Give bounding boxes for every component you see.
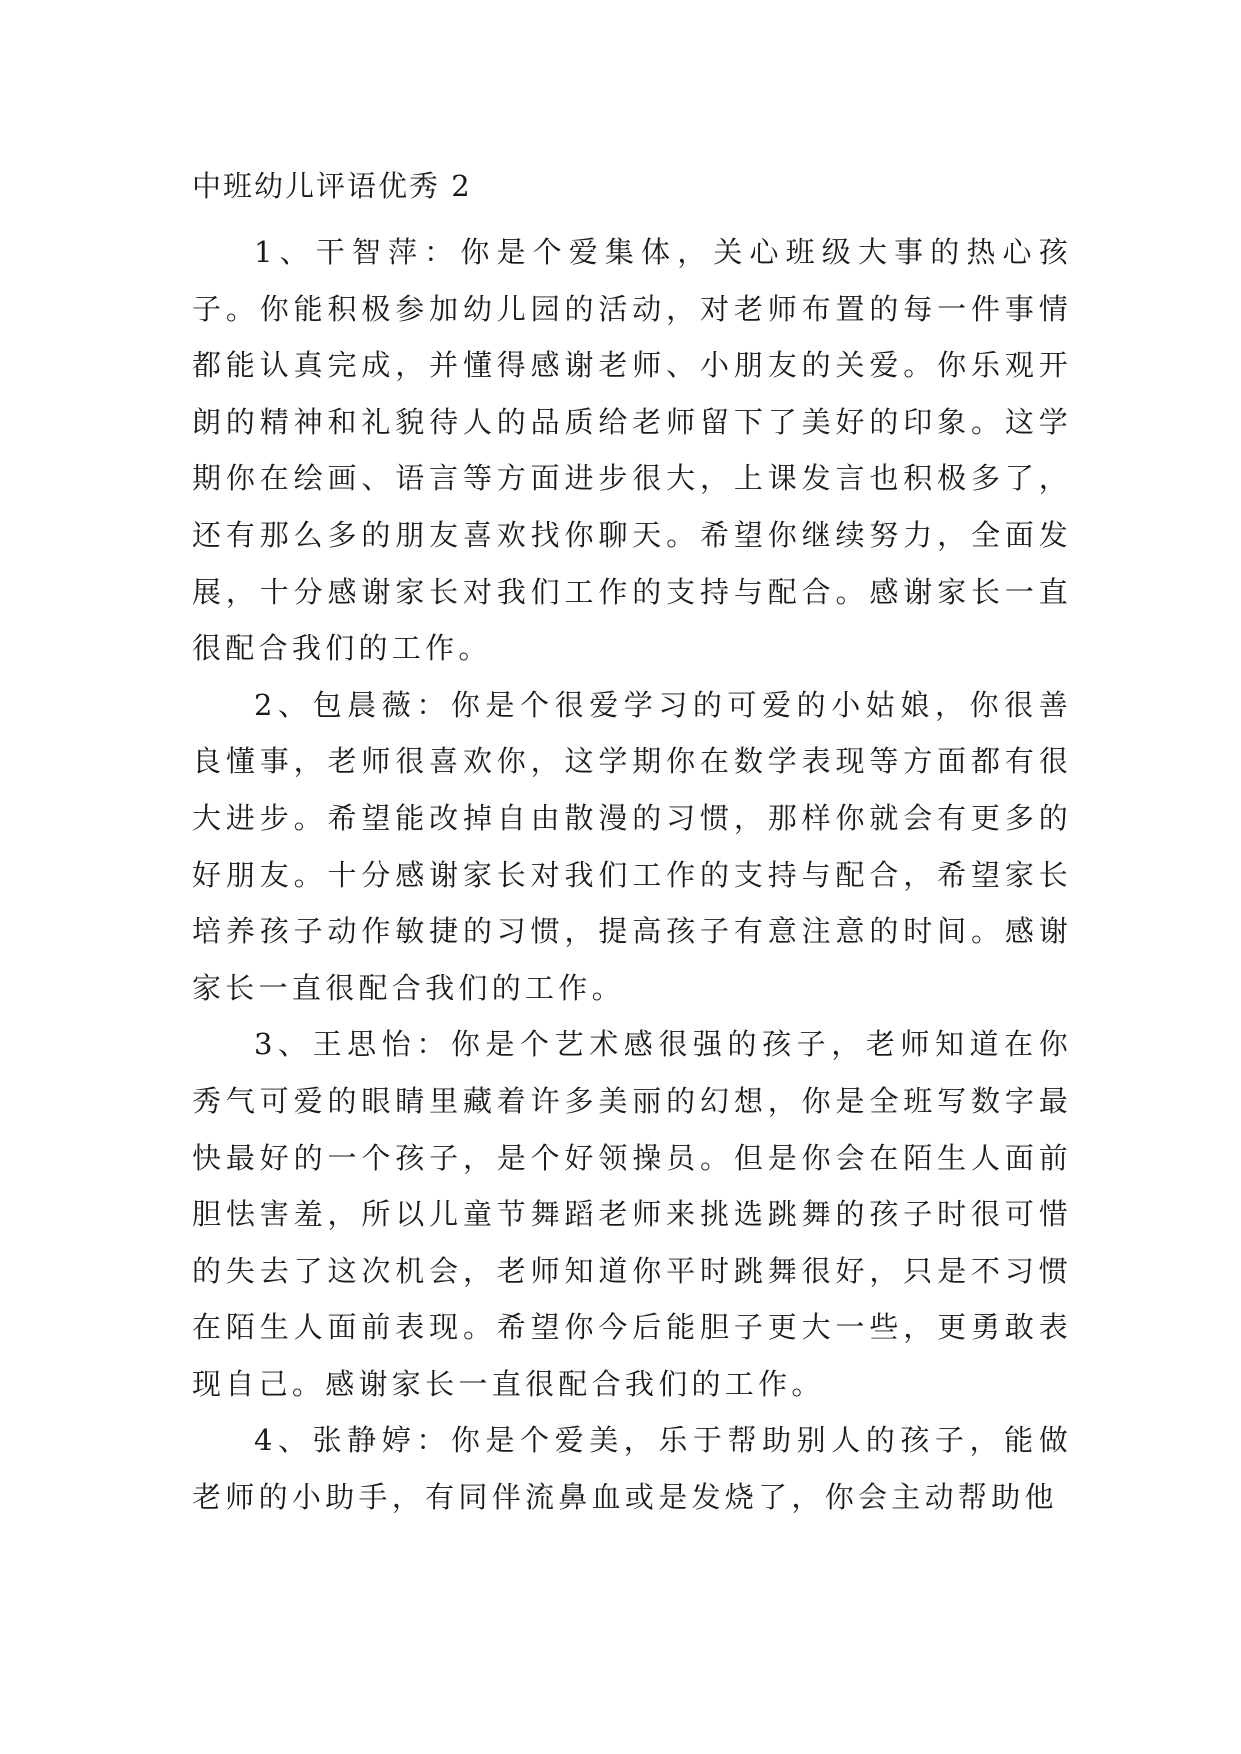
- document-body: [192, 224, 1072, 1526]
- paragraph-1: 1、干智萍：你是个爱集体，关心班级大事的热心孩子。你能积极参加幼儿园的活动，对老师布置的每一件事情都能认真完成，并懂得感谢老师、小朋友的关爱。你乐观开朗的精神和礼貌待人的品质给老师留下了美好的印象。这学期你在绘画、语言等方面进步很大，上课发言也积极多了，还有那么多的朋友喜欢找你聊天。希望你继续努力，全面发展，十分感谢家长对我们工作的支持与配合。感谢家长一直很配合我们的工作。: [192, 235, 1072, 666]
- paragraph-2: 2、包晨薇：你是个很爱学习的可爱的小姑娘，你很善良懂事，老师很喜欢你，这学期你在数学表现等方面都有很大进步。希望能改掉自由散漫的习惯，那样你就会有更多的好朋友。十分感谢家长对我们工作的支持与配合，希望家长培养孩子动作敏捷的习惯，提高孩子有意注意的时间。感谢家长一直很配合我们的工作。: [192, 687, 1072, 1005]
- paragraph-4: 4、张静婷：你是个爱美，乐于帮助别人的孩子，能做老师的小助手，有同伴流鼻血或是发烧了，你会主动帮助他: [192, 1423, 1072, 1515]
- document-title: 中班幼儿评语优秀 2: [192, 169, 472, 203]
- paragraph-3: 3、王思怡：你是个艺术感很强的孩子，老师知道在你秀气可爱的眼睛里藏着许多美丽的幻想，你是全班写数字最快最好的一个孩子，是个好领操员。但是你会在陌生人面前胆怯害羞，所以儿童节舞蹈老师来挑选跳舞的孩子时很可惜的失去了这次机会，老师知道你平时跳舞很好，只是不习惯在陌生人面前表现。希望你今后能胆子更大一些，更勇敢表现自己。感谢家长一直很配合我们的工作。: [192, 1027, 1072, 1401]
